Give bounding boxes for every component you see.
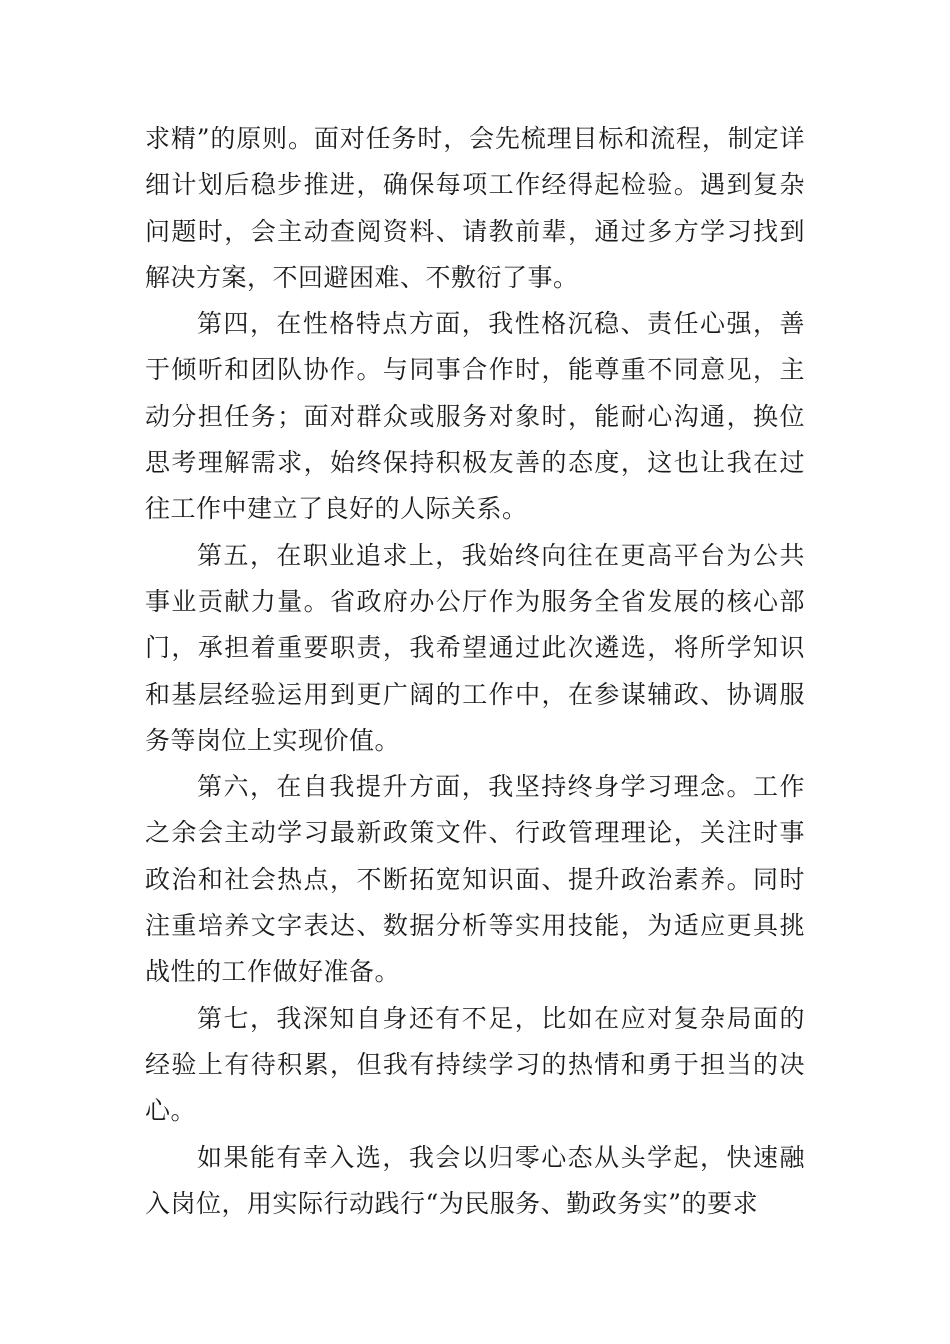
paragraph-seventh: 第七，我深知自身还有不足，比如在应对复杂局面的经验上有待积累，但我有持续学习的热情和勇于担当的决心。 [145,1003,805,1126]
paragraph-fifth: 第五，在职业追求上，我始终向往在更高平台为公共事业贡献力量。省政府办公厅作为服务全省发展的核心部门，承担着重要职责，我希望通过此次遴选，将所学知识和基层经验运用到更广阔的工作中，在参谋辅政、协调服务等岗位上实现价值。 [145,540,805,755]
paragraph-fourth: 第四，在性格特点方面，我性格沉稳、责任心强，善于倾听和团队协作。与同事合作时，能尊重不同意见，主动分担任务；面对群众或服务对象时，能耐心沟通，换位思考理解需求，始终保持积极友善的态度，这也让我在过往工作中建立了良好的人际关系。 [145,309,805,524]
paragraph-sixth: 第六，在自我提升方面，我坚持终身学习理念。工作之余会主动学习最新政策文件、行政管理理论，关注时事政治和社会热点，不断拓宽知识面、提升政治素养。同时注重培养文字表达、数据分析等实用技能，为适应更具挑战性的工作做好准备。 [145,772,805,987]
document-body [145,116,805,1227]
paragraph-closing: 如果能有幸入选，我会以归零心态从头学起，快速融入岗位，用实际行动践行“为民服务、勤政务实”的要求 [145,1142,805,1218]
paragraph-continuation: 求精”的原则。面对任务时，会先梳理目标和流程，制定详细计划后稳步推进，确保每项工作经得起检验。遇到复杂问题时，会主动查阅资料、请教前辈，通过多方学习找到解决方案，不回避困难、不敷衍了事。 [145,124,805,292]
